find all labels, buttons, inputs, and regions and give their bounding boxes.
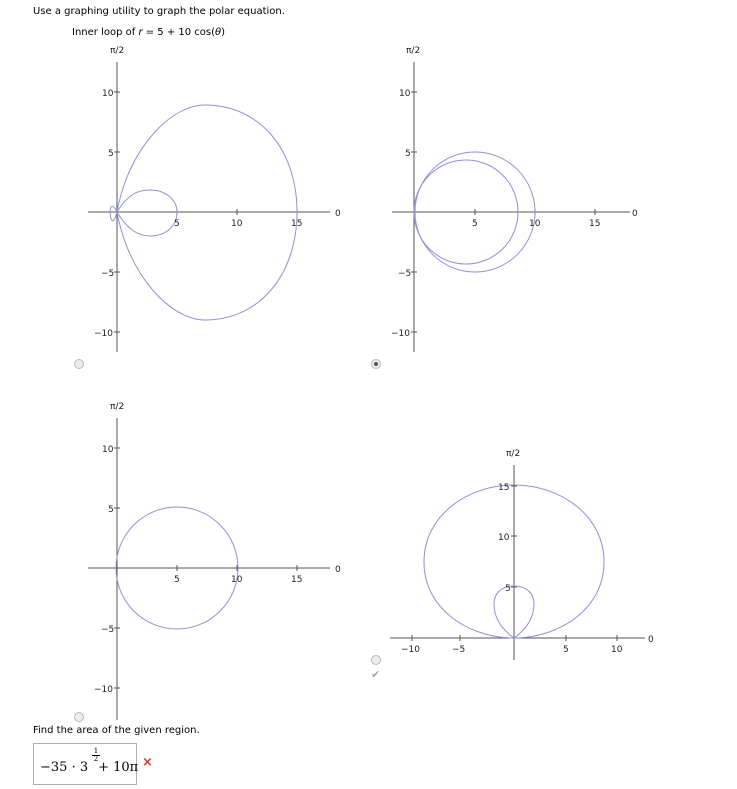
graph-b-pi-label: π/2 bbox=[406, 46, 421, 56]
equation-subtitle: Inner loop of r = 5 + 10 cos(θ) bbox=[72, 27, 226, 38]
graph-d-zero-label: 0 bbox=[648, 635, 654, 645]
graph-c-x-tick: 15 bbox=[291, 575, 303, 585]
graph-d-x-tick: 5 bbox=[563, 645, 569, 655]
graph-a-inner-loop bbox=[117, 190, 177, 236]
graph-b-y-tick: −5 bbox=[398, 269, 412, 279]
graph-d-pi-label: π/2 bbox=[506, 449, 521, 459]
answer-exponent: $\frac{1}{2}$ bbox=[93, 747, 99, 763]
graph-c-zero-label: 0 bbox=[335, 565, 341, 575]
option-b-radio[interactable] bbox=[371, 359, 381, 369]
graph-b-y-tick: 10 bbox=[399, 89, 411, 99]
graph-a-x-tick: 5 bbox=[174, 219, 180, 229]
graph-d-y-tick: 5 bbox=[505, 584, 511, 594]
graph-d-x-tick: 10 bbox=[611, 645, 623, 655]
option-a-radio[interactable] bbox=[74, 359, 84, 369]
option-c-radio[interactable] bbox=[74, 712, 84, 722]
graph-c-y-tick: −5 bbox=[101, 625, 115, 635]
graph-b-x-tick: 5 bbox=[472, 219, 478, 229]
option-d-radio[interactable] bbox=[371, 655, 381, 665]
graph-a-y-tick: 5 bbox=[108, 149, 114, 159]
graph-d-y-tick: 15 bbox=[498, 483, 510, 493]
graph-b-zero-label: 0 bbox=[632, 209, 638, 219]
graph-c-x-tick: 5 bbox=[174, 575, 180, 585]
graph-c-y-tick: 10 bbox=[102, 445, 114, 455]
graph-b-x-tick: 10 bbox=[529, 219, 541, 229]
graph-c-x-tick: 10 bbox=[231, 575, 243, 585]
graph-a-zero-label: 0 bbox=[335, 209, 341, 219]
graph-c-pi-label: π/2 bbox=[110, 402, 125, 412]
graph-b-x-tick: 15 bbox=[589, 219, 601, 229]
checkmark-icon: ✔ bbox=[371, 668, 381, 681]
graph-d-y-tick: 10 bbox=[498, 533, 510, 543]
graph-a-y-tick: 10 bbox=[102, 89, 114, 99]
graph-c-y-tick: 5 bbox=[108, 505, 114, 515]
graph-d-x-tick: −5 bbox=[452, 645, 466, 655]
answer-box[interactable] bbox=[33, 743, 137, 785]
answer-expression: −35 · 3 + 10π bbox=[40, 760, 139, 775]
area-question-prompt: Find the area of the given region. bbox=[33, 725, 200, 736]
graph-a-x-tick: 10 bbox=[231, 219, 243, 229]
graph-a-pi-label: π/2 bbox=[110, 46, 125, 56]
graph-b-y-tick: −10 bbox=[391, 329, 410, 339]
graph-d-x-tick: −10 bbox=[401, 645, 420, 655]
graph-a-x-tick: 15 bbox=[291, 219, 303, 229]
graph-a-y-tick: −10 bbox=[94, 329, 113, 339]
graph-c-y-tick: −10 bbox=[94, 685, 113, 695]
incorrect-icon: × bbox=[142, 755, 153, 770]
graph-b-y-tick: 5 bbox=[405, 149, 411, 159]
graph-a-y-tick: −5 bbox=[101, 269, 115, 279]
question-prompt: Use a graphing utility to graph the polar equation. bbox=[33, 6, 285, 17]
